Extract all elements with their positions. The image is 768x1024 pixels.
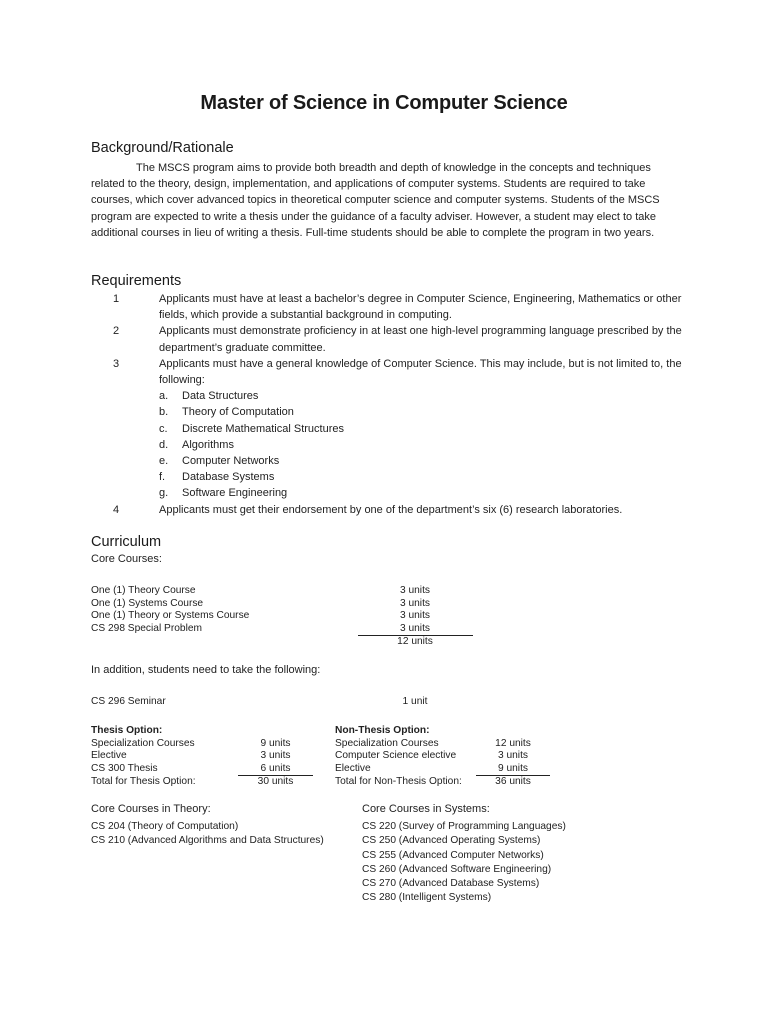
nonthesis-total-label: Total for Non-Thesis Option: — [335, 775, 462, 787]
requirement-item — [91, 323, 691, 355]
knowledge-area-item — [159, 453, 691, 469]
sub-letter: e. — [159, 455, 169, 468]
course-name: CS 298 Special Problem — [91, 622, 202, 634]
requirement-item — [91, 502, 691, 518]
knowledge-area-item — [159, 404, 691, 420]
course-name: One (1) Theory or Systems Course — [91, 610, 250, 621]
requirement-text: Applicants must get their endorsement by one of the department’s six (6) research laboratories. — [159, 503, 623, 516]
background-paragraph: The MSCS program aims to provide both breadth and depth of knowledge in the concepts and techniques related to the theory, design, implementation, and applications of computer systems. Students are required to take courses, which cover advanced topics in theoretical computer science and computer systems. Students of the MSCS program are expected to write a thesis under the guidance of a faculty adviser. However, a student may elect to take additional courses in lieu of writing a thesis. Full-time students should be able to complete the program in two years. — [91, 162, 660, 239]
requirement-text: Applicants must have a general knowledge of Computer Science. This may include, but is not limited to, the following: — [159, 357, 682, 387]
seminar-units: 1 unit — [402, 696, 428, 707]
curriculum-heading: Curriculum — [91, 534, 162, 550]
sub-text: Discrete Mathematical Structures — [182, 422, 344, 435]
requirement-number: 1 — [113, 293, 120, 305]
thesis-row-units: 6 units — [260, 762, 291, 774]
sub-text: Database Systems — [182, 471, 275, 484]
thesis-row-name: CS 300 Thesis — [91, 762, 158, 774]
nonthesis-row-units: 12 units — [495, 737, 531, 749]
theory-course-list — [91, 820, 324, 849]
thesis-total-units: 30 units — [257, 775, 294, 787]
nonthesis-row-name: Computer Science elective — [335, 750, 457, 761]
requirement-number: 2 — [113, 325, 120, 338]
nonthesis-row-units: 9 units — [497, 762, 528, 774]
course-units: 3 units — [399, 622, 430, 634]
sub-letter: f. — [159, 471, 166, 484]
knowledge-area-item — [159, 421, 691, 437]
knowledge-area-item — [159, 437, 691, 453]
nonthesis-row-name: Elective — [335, 762, 371, 774]
core-course-row — [91, 610, 249, 623]
sub-text: Computer Networks — [182, 455, 280, 468]
nonthesis-total-units: 36 units — [495, 775, 531, 787]
sub-letter: c. — [159, 422, 168, 435]
course-units: 3 units — [399, 585, 430, 596]
core-total-units: 12 units — [397, 636, 433, 647]
theory-courses-heading: Core Courses in Theory: — [91, 803, 211, 815]
systems-course-list — [362, 820, 566, 906]
knowledge-area-item — [159, 485, 691, 501]
core-course-row — [91, 585, 196, 598]
requirement-text: Applicants must have at least a bachelor’s degree in Computer Science, Engineering, Mathematics or other fields, which provide a substantial background in computing. — [159, 293, 682, 322]
sub-letter: g. — [159, 487, 169, 500]
requirement-item — [91, 291, 691, 323]
theory-course-item: CS 210 (Advanced Algorithms and Data Structures) — [91, 835, 324, 847]
course-units: 3 units — [399, 610, 430, 621]
systems-course-item: CS 220 (Survey of Programming Languages) — [362, 821, 566, 832]
requirements-heading: Requirements — [91, 273, 182, 289]
knowledge-area-item — [159, 388, 691, 404]
knowledge-area-list — [159, 388, 691, 501]
thesis-row-name: Specialization Courses — [91, 737, 195, 749]
nonthesis-row-name: Specialization Courses — [335, 737, 439, 749]
requirements-list — [91, 291, 691, 518]
seminar-name: CS 296 Seminar — [91, 696, 166, 707]
systems-course-item: CS 255 (Advanced Computer Networks) — [362, 849, 544, 861]
thesis-option-heading: Thesis Option: — [91, 725, 163, 736]
course-name: One (1) Systems Course — [91, 597, 204, 609]
nonthesis-row-units: 3 units — [497, 750, 528, 761]
thesis-row-units: 9 units — [260, 737, 291, 749]
systems-courses-heading: Core Courses in Systems: — [362, 803, 490, 815]
requirement-text: Applicants must demonstrate proficiency in at least one high-level programming language prescribed by the department’s graduate committee. — [159, 325, 682, 354]
addition-label: In addition, students need to take the following: — [91, 664, 321, 676]
thesis-row-name: Elective — [91, 750, 127, 761]
systems-course-item: CS 260 (Advanced Software Engineering) — [362, 863, 552, 875]
sub-letter: a. — [159, 390, 169, 403]
systems-course-item: CS 280 (Intelligent Systems) — [362, 892, 492, 904]
course-name: One (1) Theory Course — [91, 585, 196, 596]
page-title: Master of Science in Computer Science — [200, 92, 568, 114]
theory-course-item: CS 204 (Theory of Computation) — [91, 821, 239, 832]
sub-letter: d. — [159, 438, 169, 451]
requirement-number: 3 — [113, 357, 120, 370]
sub-text: Theory of Computation — [182, 406, 294, 419]
thesis-row-units: 3 units — [260, 750, 291, 761]
requirement-item — [91, 356, 691, 502]
core-course-row — [91, 598, 203, 611]
course-units: 3 units — [399, 597, 430, 609]
thesis-total-label: Total for Thesis Option: — [91, 775, 196, 787]
systems-course-item: CS 270 (Advanced Database Systems) — [362, 878, 540, 890]
sub-letter: b. — [159, 406, 169, 419]
sub-text: Algorithms — [182, 438, 234, 451]
knowledge-area-item — [159, 469, 691, 485]
nonthesis-option-heading: Non-Thesis Option: — [335, 725, 430, 736]
systems-course-item: CS 250 (Advanced Operating Systems) — [362, 835, 541, 847]
background-heading: Background/Rationale — [91, 140, 234, 156]
core-courses-label: Core Courses: — [91, 553, 162, 565]
core-course-row — [91, 623, 202, 636]
sub-text: Software Engineering — [182, 487, 288, 500]
requirement-number: 4 — [113, 503, 120, 516]
sub-text: Data Structures — [182, 390, 259, 403]
